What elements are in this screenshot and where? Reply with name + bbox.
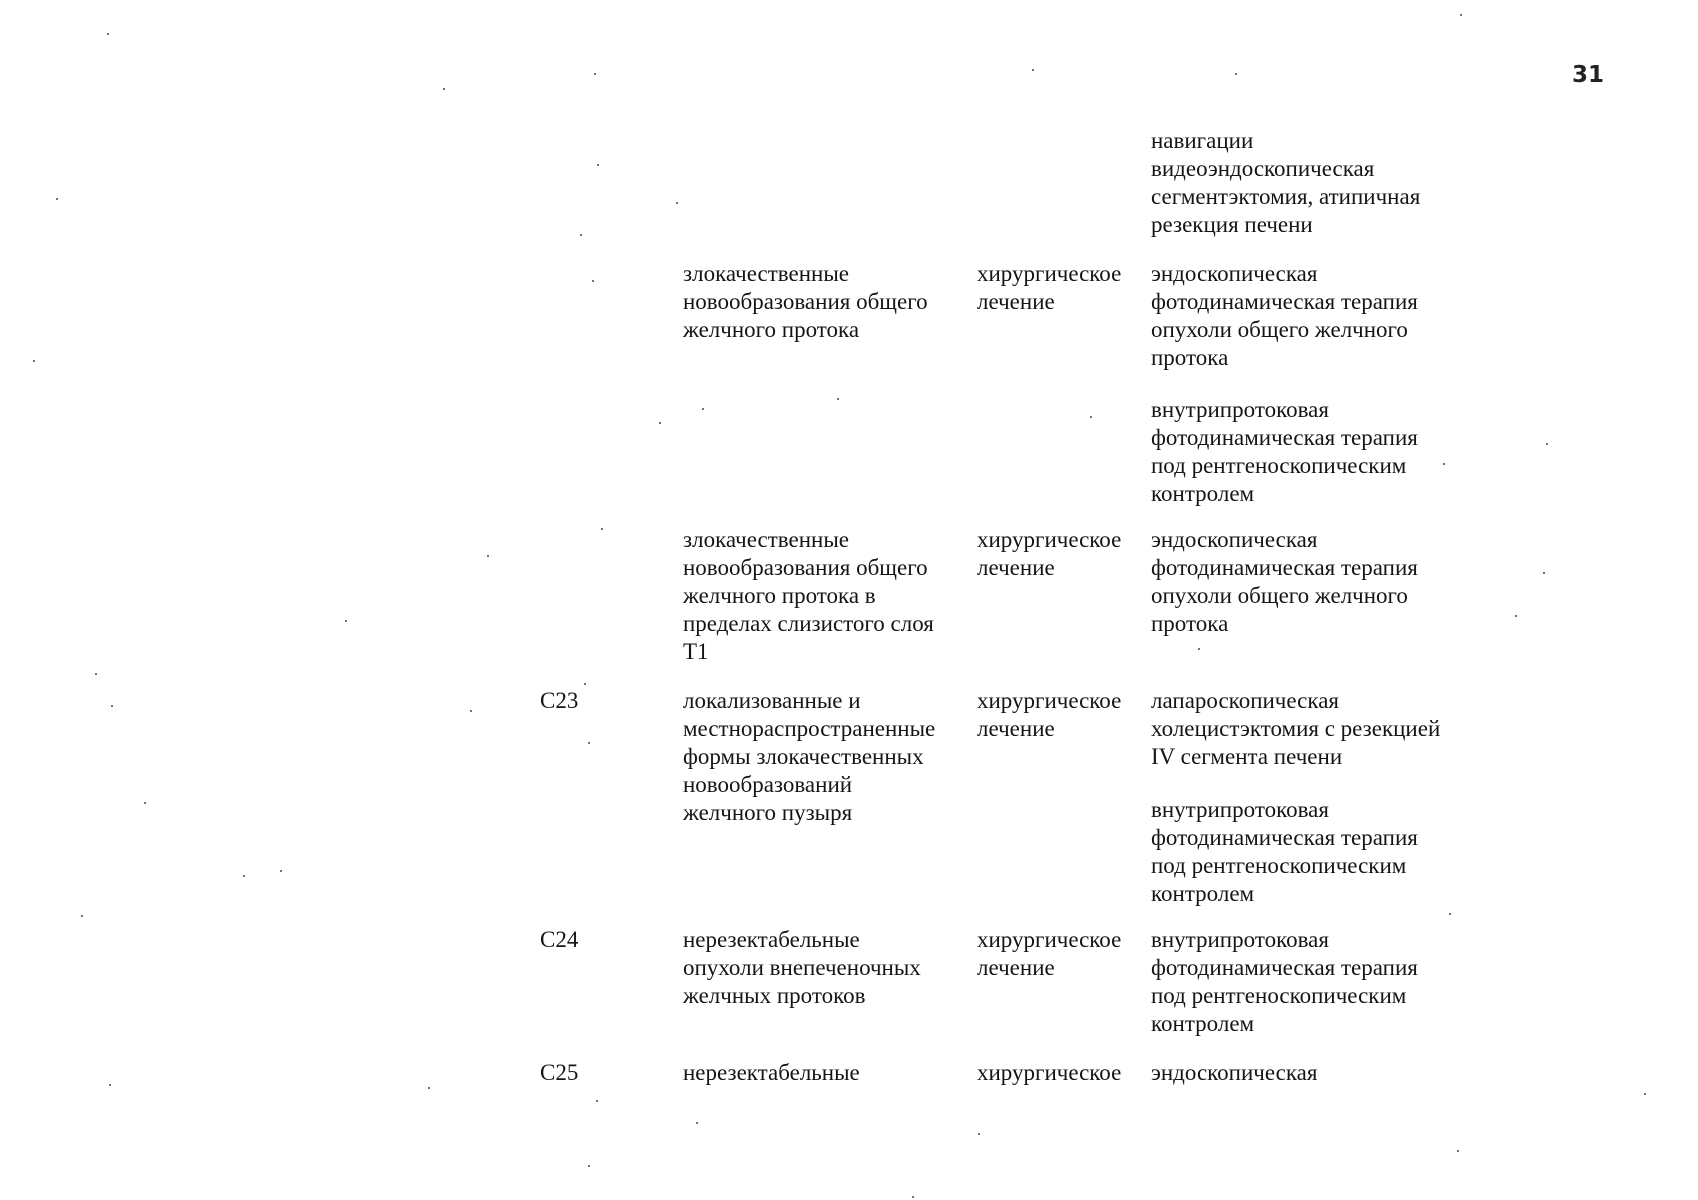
scan-speck	[1198, 648, 1200, 650]
treatment-text: хирургическое	[977, 1060, 1122, 1085]
treatment-text: хирургическое лечение	[977, 688, 1122, 741]
code-text: С23	[540, 688, 579, 713]
treatment-text: хирургическое лечение	[977, 927, 1122, 980]
scan-speck	[243, 875, 245, 877]
scan-speck	[594, 73, 596, 75]
scan-speck	[107, 33, 109, 35]
scan-speck	[659, 422, 661, 424]
scan-speck	[470, 710, 472, 712]
scan-speck	[596, 1100, 598, 1102]
scan-speck	[487, 555, 489, 557]
condition-text: локализованные и местнораспространенные формы злокачественных новообразований желчного пузыря	[683, 688, 936, 825]
scan-speck	[912, 1196, 914, 1198]
scan-speck	[1515, 615, 1517, 617]
scan-speck	[584, 683, 586, 685]
scan-speck	[1543, 572, 1545, 574]
condition-text: нерезектабельные	[683, 1060, 860, 1085]
scan-speck	[56, 198, 58, 200]
scan-speck	[1032, 69, 1034, 71]
scan-speck	[1546, 443, 1548, 445]
scan-speck	[588, 1165, 590, 1167]
scan-speck	[428, 1087, 430, 1089]
scan-speck	[592, 280, 594, 282]
method-text: эндоскопическая фотодинамическая терапия опухоли общего желчного протока	[1151, 261, 1418, 370]
scan-speck	[95, 673, 97, 675]
scan-speck	[601, 528, 603, 530]
scan-speck	[580, 234, 582, 236]
method-text: внутрипротоковая фотодинамическая терапия под рентгеноскопическим контролем	[1151, 797, 1418, 906]
scan-speck	[33, 360, 35, 362]
scan-speck	[81, 915, 83, 917]
scan-speck	[443, 88, 445, 90]
code-text: С25	[540, 1060, 579, 1085]
method-text: навигации видеоэндоскопическая сегментэктомия, атипичная резекция печени	[1151, 128, 1421, 237]
condition-text: злокачественные новообразования общего желчного протока в пределах слизистого слоя T1	[683, 527, 934, 664]
scan-speck	[109, 1084, 111, 1086]
scan-speck	[696, 1122, 698, 1124]
treatment-text: хирургическое лечение	[977, 261, 1122, 314]
scan-speck	[1460, 14, 1462, 16]
code-text: С24	[540, 927, 579, 952]
method-text: лапароскопическая холецистэктомия с резекцией IV сегмента печени	[1151, 688, 1441, 769]
scan-speck	[597, 164, 599, 166]
treatment-text: хирургическое лечение	[977, 527, 1122, 580]
page-number: 31	[1572, 62, 1605, 88]
condition-text: злокачественные новообразования общего желчного протока	[683, 261, 928, 342]
scan-speck	[345, 620, 347, 622]
scan-speck	[1644, 1093, 1646, 1095]
scan-speck	[111, 705, 113, 707]
scan-speck	[1449, 913, 1451, 915]
method-text: эндоскопическая	[1151, 1060, 1318, 1085]
scan-speck	[978, 1133, 980, 1135]
scan-speck	[1090, 416, 1092, 418]
condition-text: нерезектабельные опухоли внепеченочных желчных протоков	[683, 927, 921, 1008]
scan-speck	[1235, 73, 1237, 75]
scan-speck	[588, 742, 590, 744]
scan-speck	[837, 398, 839, 400]
method-text: внутрипротоковая фотодинамическая терапия под рентгеноскопическим контролем	[1151, 397, 1418, 506]
scan-speck	[702, 408, 704, 410]
scan-speck	[280, 870, 282, 872]
scan-speck	[144, 802, 146, 804]
scan-speck	[676, 202, 678, 204]
scan-speck	[1443, 463, 1445, 465]
method-text: внутрипротоковая фотодинамическая терапия под рентгеноскопическим контролем	[1151, 927, 1418, 1036]
method-text: эндоскопическая фотодинамическая терапия опухоли общего желчного протока	[1151, 527, 1418, 636]
scan-speck	[1457, 1150, 1459, 1152]
